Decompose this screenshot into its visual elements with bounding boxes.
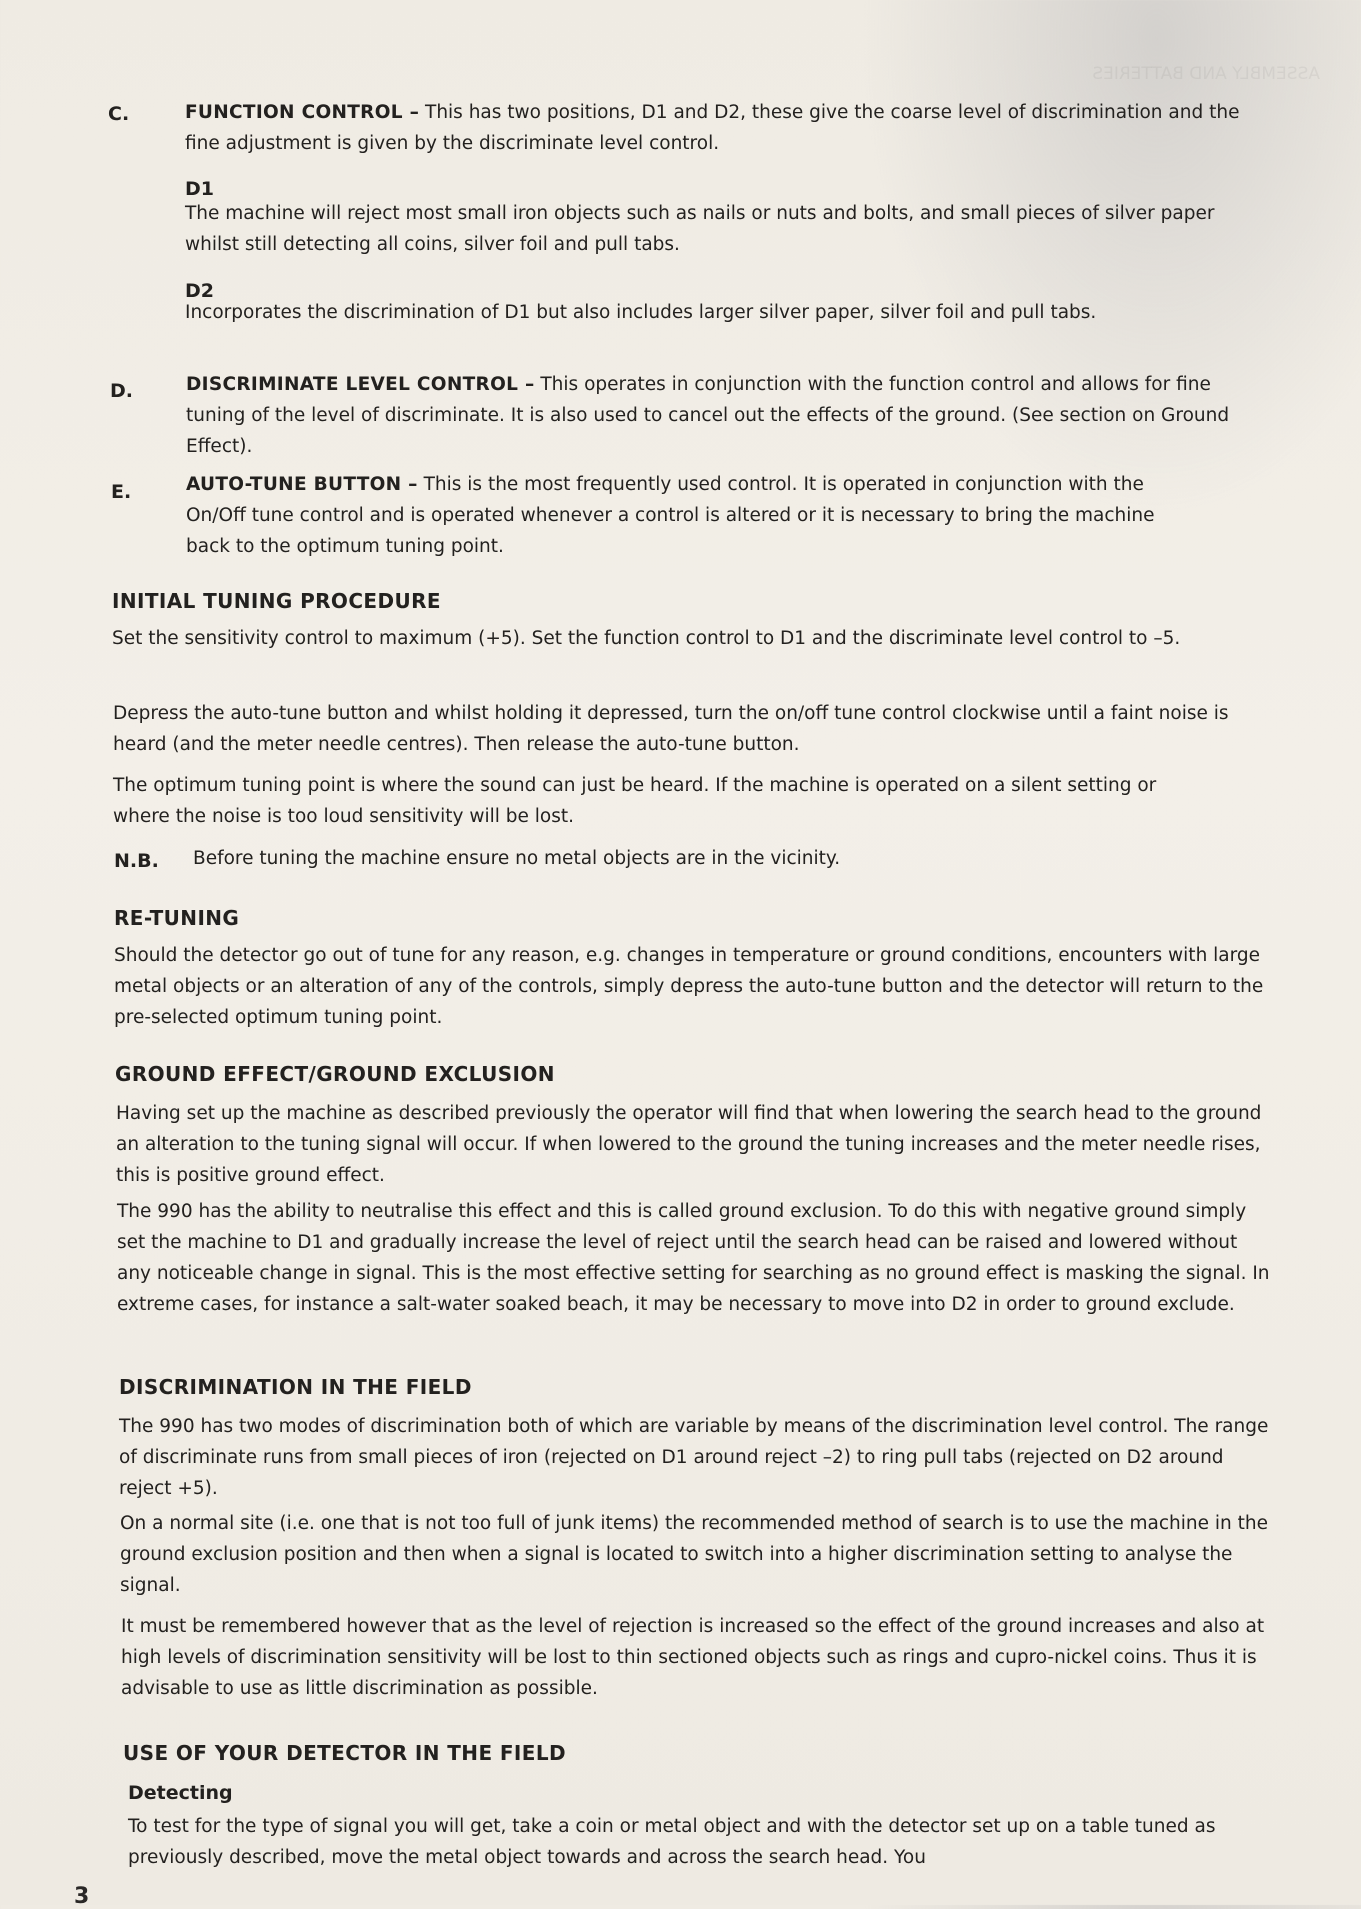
nb-text: Before tuning the machine ensure no metal objects are in the vicinity. bbox=[193, 848, 841, 869]
initial-tuning-p3: The optimum tuning point is where the sound can just be heard. If the machine is operated on a silent setting or where the noise is too loud sensitivity will be lost. bbox=[113, 775, 1157, 827]
item-letter-d: D. bbox=[110, 380, 133, 402]
ground-effect-heading: GROUND EFFECT/GROUND EXCLUSION bbox=[115, 1062, 555, 1086]
discriminate-level-text: This operates in conjunction with the function control and allows for fine tuning of the level of discriminate. It is also used to cancel out the effects of the ground. (See section on Ground Effect). bbox=[186, 374, 1230, 457]
discriminate-level-paragraph bbox=[186, 369, 1271, 462]
ground-effect-p1: Having set up the machine as described previously the operator will find that when lowering the search head to the ground an alteration to the tuning signal will occur. If when lowered to the ground the tuning increases and the meter needle rises, this is positive ground effect. bbox=[116, 1103, 1262, 1186]
initial-tuning-heading: INITIAL TUNING PROCEDURE bbox=[112, 589, 441, 613]
auto-tune-paragraph bbox=[186, 469, 1171, 562]
ground-effect-p2: The 990 has the ability to neutralise this effect and this is called ground exclusion. To do this with negative ground simply set the machine to D1 and gradually increase the level of reject until the search head can be raised and lowered without any noticeable change in signal. This is the most effective setting for searching as no ground effect is masking the signal. In extreme cases, for instance a salt-water soaked beach, it may be necessary to move into D2 in order to ground exclude. bbox=[117, 1201, 1270, 1315]
discrimination-field-p3: It must be remembered however that as the level of rejection is increased so the effect of the ground increases and also at high levels of discrimination sensitivity will be lost to thin sectioned objects such as rings and cupro-nickel coins. Thus it is advisable to use as little discrimination as possible. bbox=[121, 1616, 1265, 1699]
nb-label: N.B. bbox=[114, 850, 159, 872]
auto-tune-text: This is the most frequently used control. It is operated in conjunction with the On/Off tune control and is operated whenever a control is altered or it is necessary to bring the machine back to the optimum tuning point. bbox=[186, 474, 1155, 557]
d1-description: The machine will reject most small iron objects such as nails or nuts and bolts, and small pieces of silver paper whilst still detecting all coins, silver foil and pull tabs. bbox=[185, 203, 1215, 255]
re-tuning-p1: Should the detector go out of tune for any reason, e.g. changes in temperature or ground conditions, encounters with large metal objects or an alteration of any of the controls, simply depress the auto-tune button and the detector will return to the pre-selected optimum tuning point. bbox=[114, 945, 1264, 1028]
reverse-bleed-through: ASSEMBLY AND BATTERIES bbox=[1092, 64, 1320, 84]
initial-tuning-p2: Depress the auto-tune button and whilst holding it depressed, turn the on/off tune control clockwise until a faint noise is heard (and the meter needle centres). Then release the auto-tune button. bbox=[113, 703, 1229, 755]
d2-label: D2 bbox=[185, 280, 214, 302]
discrimination-field-heading: DISCRIMINATION IN THE FIELD bbox=[119, 1375, 472, 1399]
initial-tuning-p1: Set the sensitivity control to maximum (+5). Set the function control to D1 and the discriminate level control to –5. bbox=[112, 628, 1181, 649]
discrimination-field-p1: The 990 has two modes of discrimination both of which are variable by means of the discrimination level control. The range of discriminate runs from small pieces of iron (rejected on D1 around reject –2) to ring pull tabs (rejected on D2 around reject +5). bbox=[119, 1416, 1269, 1499]
page-number: 3 bbox=[74, 1884, 90, 1909]
d2-description: Incorporates the discrimination of D1 but also includes larger silver paper, silver foil and pull tabs. bbox=[185, 302, 1097, 323]
function-control-lead: FUNCTION CONTROL – bbox=[185, 102, 420, 123]
use-in-field-heading: USE OF YOUR DETECTOR IN THE FIELD bbox=[123, 1741, 566, 1765]
re-tuning-heading: RE-TUNING bbox=[114, 906, 240, 930]
use-in-field-p1: To test for the type of signal you will get, take a coin or metal object and with the detector set up on a table tuned as previously described, move the metal object towards and across the search head. You bbox=[128, 1816, 1216, 1868]
function-control-paragraph bbox=[185, 97, 1245, 159]
discrimination-field-p2: On a normal site (i.e. one that is not too full of junk items) the recommended method of search is to use the machine in the ground exclusion position and then when a signal is located to switch into a higher discrimination setting to analyse the signal. bbox=[120, 1513, 1269, 1596]
item-letter-c: C. bbox=[108, 103, 130, 125]
function-control-text: This has two positions, D1 and D2, these give the coarse level of discrimination and the fine adjustment is given by the discriminate level control. bbox=[185, 102, 1240, 154]
item-letter-e: E. bbox=[111, 481, 132, 503]
detecting-subheading: Detecting bbox=[128, 1782, 233, 1804]
d1-label: D1 bbox=[185, 178, 214, 200]
auto-tune-lead: AUTO-TUNE BUTTON – bbox=[186, 474, 418, 495]
discriminate-level-lead: DISCRIMINATE LEVEL CONTROL – bbox=[186, 374, 535, 395]
